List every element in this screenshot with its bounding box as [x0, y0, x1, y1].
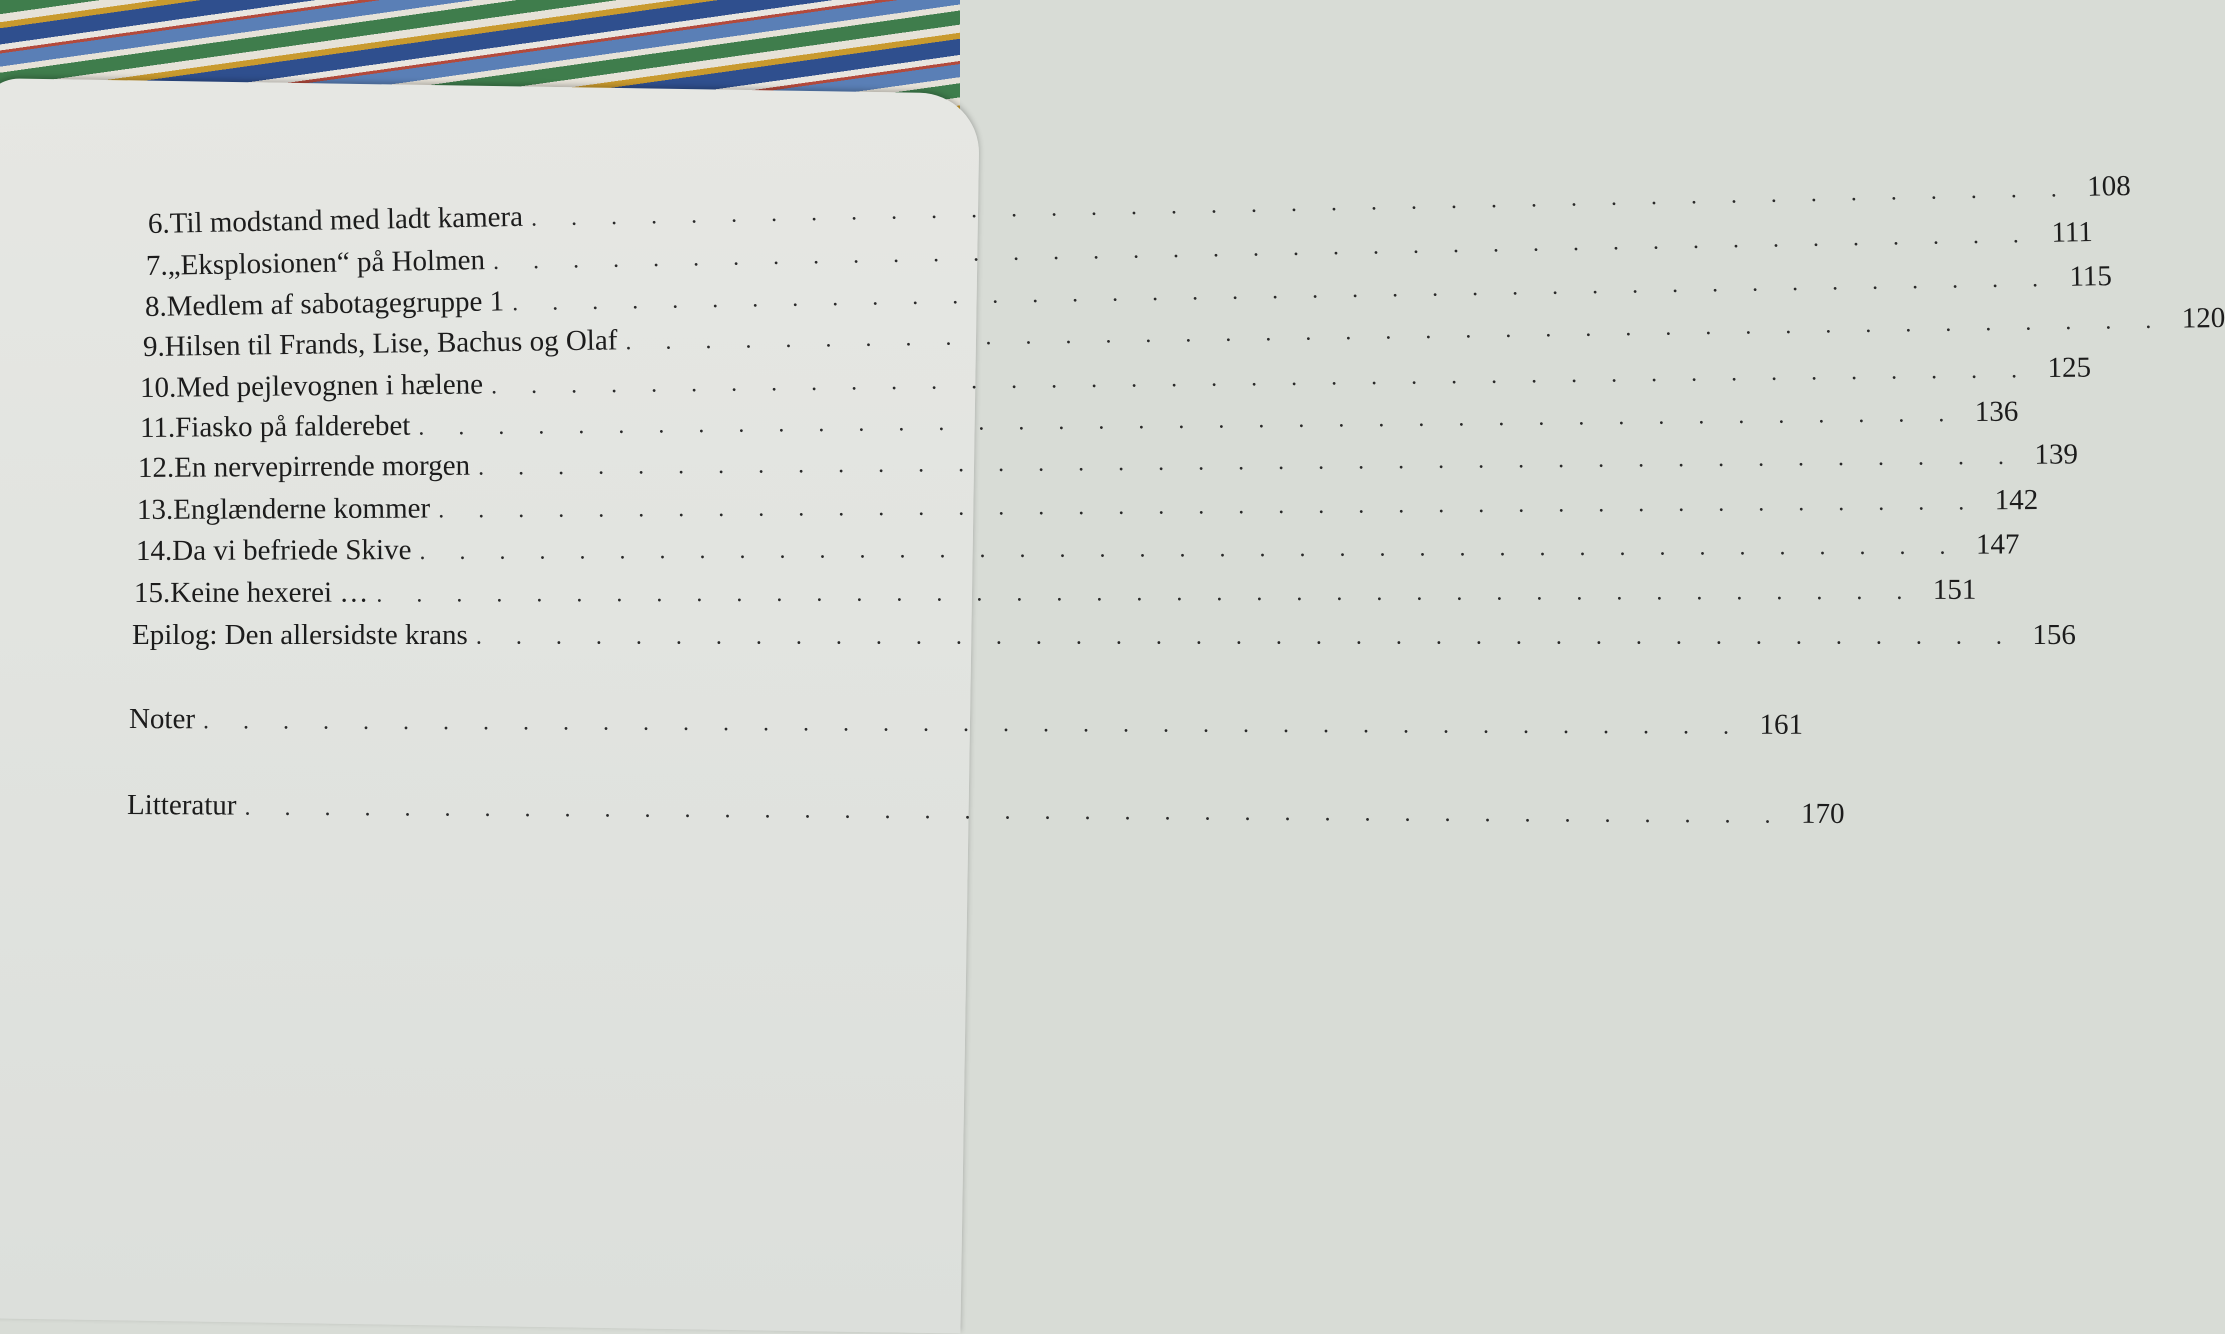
- chapter-title: Englænderne kommer: [173, 492, 431, 526]
- chapter-title: En nervepirrende morgen: [174, 449, 471, 484]
- chapter-number: 9.: [142, 330, 165, 363]
- chapter-number: 10.: [139, 371, 177, 404]
- dot-leader: . . . . . . . . . . . . . . . . . . . . . . . . . . . . . . . . . . . . . . .: [202, 708, 1744, 740]
- dot-leader: . . . . . . . . . . . . . . . . . . . . . . . . . . . . . . . . . . . . . . .: [376, 578, 1917, 608]
- dot-leader: . . . . . . . . . . . . . . . . . . . . . . . . . . . . . . . . . . . . . . .: [475, 624, 2016, 650]
- litteratur-title: Litteratur: [126, 789, 237, 822]
- page-number: 136: [1974, 395, 2019, 428]
- dot-leader: . . . . . . . . . . . . . . . . . . . . . . . . . . . . . . . . . . . . . . .: [625, 307, 2166, 356]
- chapter-title: Hilsen til Frands, Lise, Bachus og Olaf: [164, 324, 618, 363]
- chapter-number: 7.: [145, 249, 169, 282]
- dot-leader: . . . . . . . . . . . . . . . . . . . . . . . . . . . . . . . . . . . . . . .: [418, 401, 1959, 441]
- dot-leader: . . . . . . . . . . . . . . . . . . . . . . . . . . . . . . . . . . . . . . .: [490, 357, 2032, 400]
- chapter-title: Medlem af sabotagegruppe 1: [166, 285, 505, 323]
- epilog-title: Epilog: Den allersidste krans: [132, 619, 468, 651]
- toc-entry: [135, 528, 2020, 569]
- page-number: 142: [1994, 484, 2039, 517]
- toc-entry: [137, 438, 2079, 486]
- dot-leader: . . . . . . . . . . . . . . . . . . . . . . . . . . . . . . . . . . . . . . .: [244, 794, 1785, 829]
- toc-entry: [139, 395, 2019, 446]
- toc-entry: [136, 484, 2039, 528]
- chapter-title: Fiasko på falderebet: [175, 409, 411, 444]
- chapter-number: 11.: [139, 411, 176, 444]
- page-number: 147: [1975, 528, 2020, 561]
- page-number: 139: [2034, 438, 2079, 471]
- page-number: 125: [2047, 351, 2092, 385]
- chapter-title: Keine hexerei …: [170, 576, 369, 609]
- toc-entry-epilog: [132, 619, 2076, 653]
- chapter-number: 6.: [147, 207, 171, 240]
- chapter-number: 12.: [137, 451, 175, 484]
- page-number: 111: [2051, 216, 2094, 249]
- page-number: 156: [2032, 619, 2076, 651]
- dot-leader: . . . . . . . . . . . . . . . . . . . . . . . . . . . . . . . . . . . . . . .: [419, 533, 1960, 566]
- chapter-title: „Eksplosionen“ på Holmen: [167, 244, 486, 282]
- page-number: 170: [1800, 797, 1845, 830]
- dot-leader: . . . . . . . . . . . . . . . . . . . . . . . . . . . . . . . . . . . . . . .: [511, 266, 2053, 317]
- toc-entry-litteratur: [126, 789, 1845, 830]
- chapter-number: 14.: [135, 534, 173, 567]
- noter-title: Noter: [128, 703, 196, 736]
- toc-entry: [133, 573, 1977, 611]
- page-number: 120: [2181, 301, 2225, 335]
- chapter-title: Til modstand med ladt kamera: [169, 200, 524, 240]
- page-number: 115: [2069, 260, 2113, 293]
- page-number: 108: [2086, 169, 2132, 203]
- dot-leader: . . . . . . . . . . . . . . . . . . . . . . . . . . . . . . . . . . . . . . .: [477, 443, 2019, 481]
- page-number: 161: [1759, 708, 1804, 741]
- dot-leader: . . . . . . . . . . . . . . . . . . . . . . . . . . . . . . . . . . . . . . .: [530, 176, 2071, 232]
- chapter-number: 13.: [136, 493, 174, 526]
- page-number: 151: [1932, 573, 1977, 606]
- dot-leader: . . . . . . . . . . . . . . . . . . . . . . . . . . . . . . . . . . . . . . .: [492, 222, 2034, 275]
- toc-entry-noter: [128, 703, 1804, 741]
- dot-leader: . . . . . . . . . . . . . . . . . . . . . . . . . . . . . . . . . . . . . . .: [438, 489, 1979, 524]
- toc-entry: [139, 351, 2092, 406]
- chapter-number: 8.: [144, 290, 167, 323]
- chapter-number: 15.: [133, 576, 171, 609]
- chapter-title: Da vi befriede Skive: [172, 534, 412, 567]
- chapter-title: Med pejlevognen i hælene: [176, 368, 484, 404]
